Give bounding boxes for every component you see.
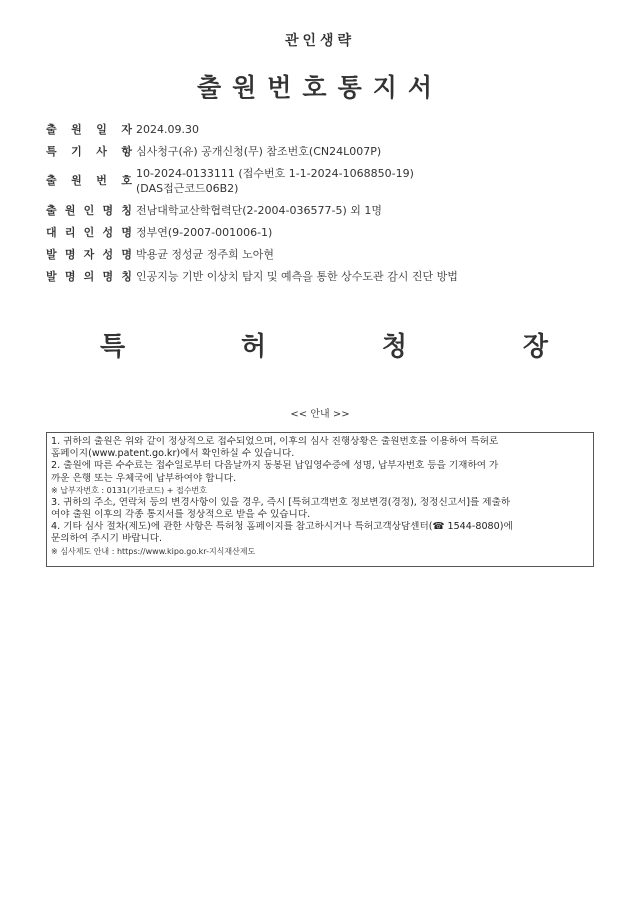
field-value xyxy=(136,203,382,218)
field-label: 특 기 사 항 xyxy=(46,145,132,158)
field-value xyxy=(136,144,381,159)
field-value xyxy=(136,269,458,284)
agency-char: 장 xyxy=(522,332,548,362)
field-value xyxy=(136,225,272,240)
field-label: 발 명 의 명 칭 xyxy=(46,270,132,283)
notice-line: 4. 기타 심사 절차(제도)에 관한 사항은 특허청 홈페이지를 참고하시거나 특허고객상담센터(☎ 1544-8080)에 xyxy=(51,521,513,533)
field-label: 대 리 인 성 명 xyxy=(46,226,132,239)
notice-line: 2. 출원에 따른 수수료는 접수일로부터 다음날까지 동봉된 납입영수증에 성명, 납부자번호 등을 기재하여 가 xyxy=(51,460,499,472)
notice-line: 홈페이지(www.patent.go.kr)에서 확인하실 수 있습니다. xyxy=(51,448,295,460)
notice-line: 1. 귀하의 출원은 위와 같이 정상적으로 접수되었으며, 이후의 심사 진행상황은 출원번호를 이용하여 특허로 xyxy=(51,436,499,447)
notice-footnote: ※ 납부자번호 : 0131(기관코드) + 접수번호 xyxy=(51,485,207,495)
field-value-line: 심사청구(유) 공개신청(무) 참조번호(CN24L007P) xyxy=(136,145,382,158)
field-row xyxy=(46,203,606,218)
field-value-line: 전남대학교산학협력단(2-2004-036577-5) 외 1명 xyxy=(136,204,382,217)
field-value xyxy=(136,166,414,196)
field-label: 발 명 자 성 명 xyxy=(46,248,132,261)
agency-char: 청 xyxy=(381,332,408,362)
field-value-line: (DAS접근코드06B2) xyxy=(136,182,239,195)
field-value xyxy=(136,122,199,137)
application-fields xyxy=(46,122,606,291)
notice-line: 3. 귀하의 주소, 연락처 등의 변경사항이 있을 경우, 즉시 [특허고객번호 정보변경(경정), 정정신고서]를 제출하 xyxy=(51,496,511,508)
field-row xyxy=(46,122,606,137)
notice-line: 여야 출원 이후의 각종 통지서를 정상적으로 받을 수 있습니다. xyxy=(51,509,311,521)
field-row xyxy=(46,225,606,240)
field-row xyxy=(46,166,606,196)
field-label: 출 원 일 자 xyxy=(46,123,132,136)
notice-footnote: ※ 심사제도 안내 : https://www.kipo.go.kr-지식재산제도 xyxy=(51,546,256,556)
notice-line: 까운 은행 또는 우체국에 납부하여야 합니다. xyxy=(51,472,237,484)
notice-heading: << 안내 >> xyxy=(290,409,350,420)
field-value-line: 정부연(9-2007-001006-1) xyxy=(136,226,273,239)
field-row xyxy=(46,269,606,284)
agency-char: 특 xyxy=(100,332,126,362)
field-label: 출 원 번 호 xyxy=(46,174,132,187)
field-row xyxy=(46,247,606,262)
field-value xyxy=(136,247,274,262)
field-label: 출 원 인 명 칭 xyxy=(46,204,132,217)
notice-line: 문의하여 주시기 바랍니다. xyxy=(51,533,163,545)
field-value-line: 박용균 정성균 정주희 노아현 xyxy=(136,248,275,261)
field-value-line: 2024.09.30 xyxy=(136,123,199,136)
document-title: 출원번호통지서 xyxy=(196,73,444,102)
field-value-line: 10-2024-0133111 (접수번호 1-1-2024-1068850-19) xyxy=(136,167,414,180)
field-row xyxy=(46,144,606,159)
field-value-line: 인공지능 기반 이상치 탐지 및 예측을 통한 상수도관 감시 진단 방법 xyxy=(136,270,458,283)
issuing-agency xyxy=(100,326,548,363)
seal-omitted-notice: 관인생략 xyxy=(284,33,356,49)
agency-char: 허 xyxy=(240,332,267,362)
notice-box xyxy=(46,432,594,567)
